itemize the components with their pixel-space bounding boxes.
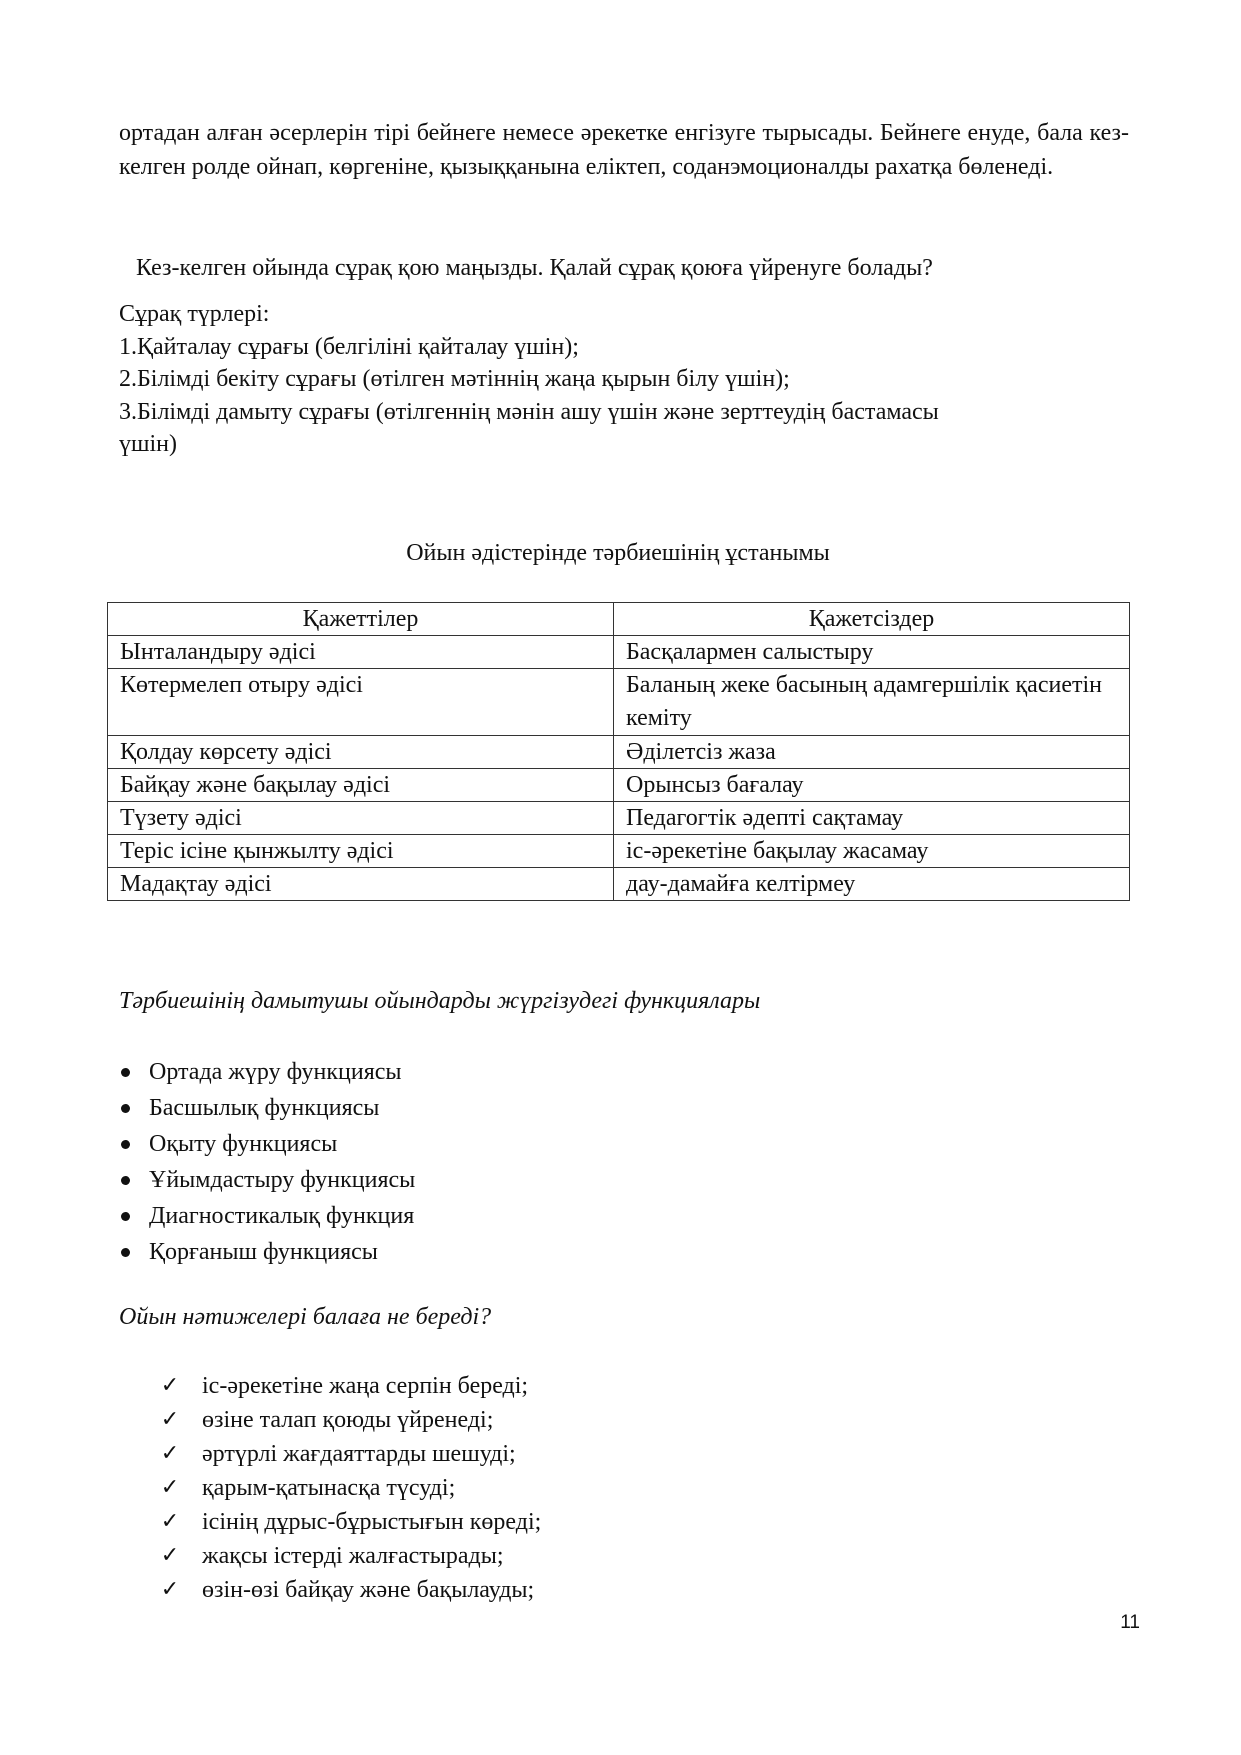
principles-table (107, 602, 1130, 901)
question-types-title: Сұрақ түрлері: (119, 301, 270, 327)
bullet-dot-icon (121, 1248, 130, 1257)
checkmark-icon: ✓ (160, 1577, 180, 1602)
question-paragraph: Кез-келген ойында сұрақ қою маңызды. Қалай сұрақ қоюға үйренуге болады? (136, 255, 933, 281)
list-item (119, 1162, 415, 1198)
list-item-text: Диагностикалық функция (149, 1203, 415, 1229)
question-types (119, 298, 1129, 461)
list-item (119, 1054, 415, 1090)
list-item-text: Басшылық функциясы (149, 1095, 380, 1121)
table-cell: Орынсыз бағалау (614, 769, 1130, 802)
column-header: Қажеттілер (108, 603, 614, 636)
table-cell: іс-әрекетіне бақылау жасамау (614, 835, 1130, 868)
table-cell: Көтермелеп отыру әдісі (108, 669, 614, 736)
functions-list (119, 1054, 415, 1270)
bullet-dot-icon (121, 1212, 130, 1221)
list-item-text: іс-әрекетіне жаңа серпін береді; (202, 1373, 529, 1399)
table-cell: Мадақтау әдісі (108, 868, 614, 901)
question-type-item: 2.Білімді бекіту сұрағы (өтілген мәтіннің жаңа қырын білу үшін); (119, 366, 790, 392)
list-item-text: Ұйымдастыру функциясы (149, 1167, 416, 1193)
table-cell: Баланың жеке басының адамгершілік қасиетін кеміту (614, 669, 1130, 736)
checkmark-icon: ✓ (160, 1509, 180, 1534)
page-number: 11 (1120, 1612, 1140, 1633)
list-item (158, 1471, 541, 1505)
list-item-text: өзін-өзі байқау және бақылауды; (202, 1577, 535, 1603)
question-type-item: 1.Қайталау сұрағы (белгіліні қайталау үшін); (119, 333, 579, 360)
list-item (158, 1573, 541, 1607)
list-item-text: өзіне талап қоюды үйренеді; (202, 1407, 494, 1433)
table-cell: Түзету әдісі (108, 802, 614, 835)
checkmark-icon: ✓ (160, 1441, 180, 1466)
list-item (158, 1505, 541, 1539)
table-cell: Қолдау көрсету әдісі (108, 736, 614, 769)
table-row (108, 669, 1130, 736)
list-item (119, 1126, 415, 1162)
list-item (119, 1234, 415, 1270)
table-cell: Әділетсіз жаза (614, 736, 1130, 769)
results-list (158, 1369, 541, 1607)
intro-paragraph: ортадан алған әсерлерін тірі бейнеге немесе әрекетке енгізуге тырысады. Бейнеге енуде, бала кез-келген ролде ойнап, көргеніне, қызыққанына еліктеп, соданэмоционалды рахатқа бөленеді. (119, 120, 1129, 180)
table-title: Ойын әдістерінде тәрбиешінің ұстанымы (406, 540, 830, 566)
table-cell: Ынталандыру әдісі (108, 636, 614, 669)
list-item-text: әртүрлі жағдаяттарды шешуді; (202, 1441, 516, 1467)
list-item-text: жақсы істерді жалғастырады; (202, 1543, 504, 1569)
table-cell: дау-дамайға келтірмеу (614, 868, 1130, 901)
bullet-dot-icon (121, 1068, 130, 1077)
table-row (108, 769, 1130, 802)
checkmark-icon: ✓ (160, 1407, 180, 1432)
table-cell: Педагогтік әдепті сақтамау (614, 802, 1130, 835)
bullet-dot-icon (121, 1104, 130, 1113)
list-item (158, 1403, 541, 1437)
checkmark-icon: ✓ (160, 1373, 180, 1398)
functions-heading: Тәрбиешінің дамытушы ойындарды жүргізудегі функциялары (119, 988, 761, 1014)
list-item-text: Оқыту функциясы (149, 1131, 338, 1157)
list-item (119, 1198, 415, 1234)
table-row (108, 868, 1130, 901)
question-type-item: 3.Білімді дамыту сұрағы (өтілгеннің мәнін ашу үшін және зерттеудің бастамасы (119, 398, 939, 425)
results-heading: Ойын нәтижелері балаға не береді? (119, 1304, 492, 1330)
table-row (108, 636, 1130, 669)
list-item (158, 1437, 541, 1471)
question-type-item: үшін) (119, 431, 177, 457)
table-cell: Басқалармен салыстыру (614, 636, 1130, 669)
checkmark-icon: ✓ (160, 1475, 180, 1500)
table-row (108, 835, 1130, 868)
table-row (108, 736, 1130, 769)
list-item-text: Қорғаныш функциясы (149, 1239, 378, 1265)
list-item (158, 1369, 541, 1403)
list-item (158, 1539, 541, 1573)
table-cell: Теріс ісіне қынжылту әдісі (108, 835, 614, 868)
table-header-row (108, 603, 1130, 636)
column-header: Қажетсіздер (614, 603, 1130, 636)
bullet-dot-icon (121, 1140, 130, 1149)
list-item-text: Ортада жүру функциясы (149, 1059, 402, 1085)
bullet-dot-icon (121, 1176, 130, 1185)
list-item (119, 1090, 415, 1126)
checkmark-icon: ✓ (160, 1543, 180, 1568)
table-cell: Байқау және бақылау әдісі (108, 769, 614, 802)
list-item-text: ісінің дұрыс-бұрыстығын көреді; (202, 1509, 542, 1535)
list-item-text: қарым-қатынасқа түсуді; (202, 1475, 456, 1501)
table-row (108, 802, 1130, 835)
